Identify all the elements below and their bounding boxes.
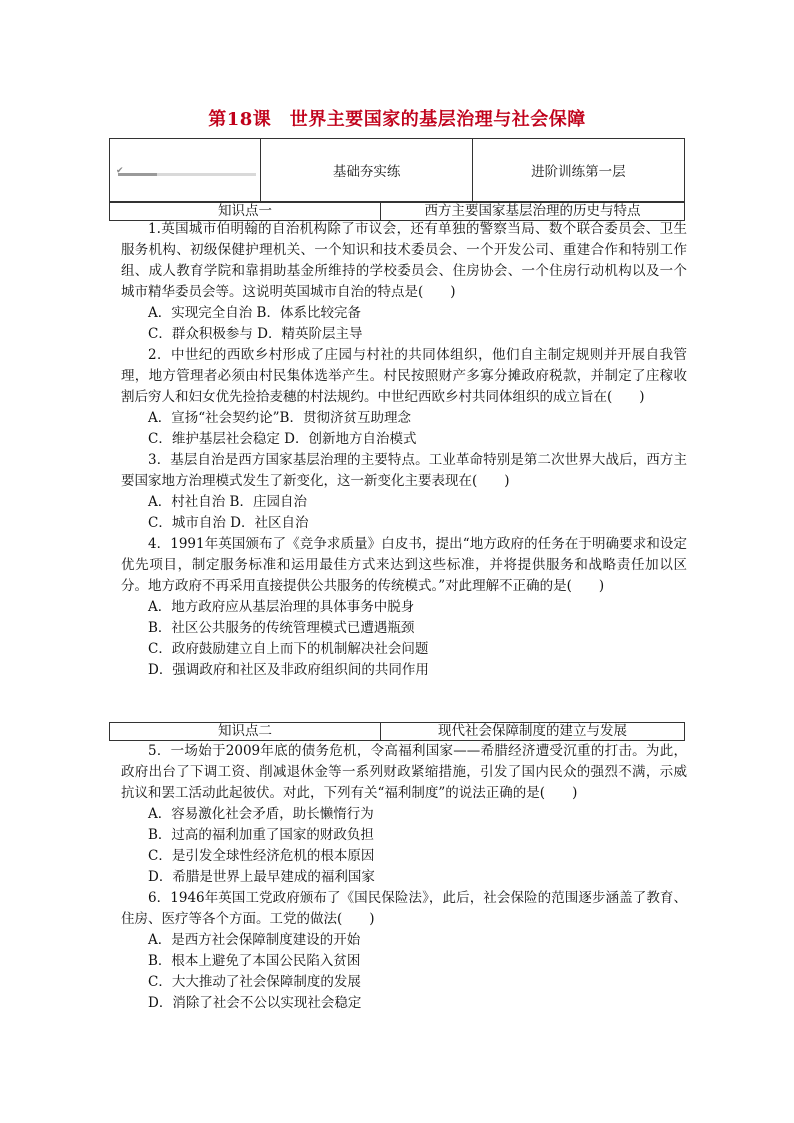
progress-fill — [118, 173, 157, 176]
question-2-stem: 2．中世纪的西欧乡村形成了庄园与村社的共同体组织，他们自主制定规则并开展自我管理，地方管理者必须由村民集体选举产生。村民按照财产多寡分摊政府税款，并制定了庄稼收割后穷人和妇女优先捡拾麦穗的村法规约。中世纪西欧乡村共同体组织的成立旨在( ) — [121, 347, 687, 405]
question-1-options-ab: A．实现完全自治 B．体系比较完备 — [148, 305, 361, 321]
question-5-option-b: B．过高的福利加重了国家的财政负担 — [148, 827, 374, 843]
question-4-option-c: C．政府鼓励建立自上而下的机制解决社会问题 — [148, 641, 429, 657]
tab-advanced-training: 进阶训练第一层 — [531, 164, 626, 180]
tab-basic-practice: 基础夯实练 — [261, 139, 472, 201]
question-5-stem: 5．一场始于2009年底的债务危机，令高福利国家——希腊经济遭受沉重的打击。为此，政府出台了下调工资、削减退休金等一系列财政紧缩措施，引发了国内民众的强烈不满，示威抗议和罢工活动此起彼伏。对此，下列有关“福利制度”的说法正确的是( ) — [121, 743, 687, 801]
header-table — [109, 138, 685, 202]
question-5-option-c: C．是引发全球性经济危机的根本原因 — [148, 848, 375, 864]
question-3-options-cd: C．城市自治 D．社区自治 — [148, 515, 309, 531]
knowledge-point-label: 知识点二 — [110, 723, 381, 740]
question-5-option-d: D．希腊是世界上最早建成的福利国家 — [148, 869, 375, 885]
knowledge-point-2-header — [109, 722, 685, 741]
question-6-option-a: A．是西方社会保障制度建设的开始 — [148, 932, 361, 948]
question-5-option-a: A．容易激化社会矛盾，助长懒惰行为 — [148, 806, 374, 822]
question-6-option-d: D．消除了社会不公以实现社会稳定 — [148, 995, 362, 1011]
progress-bar — [116, 166, 256, 176]
question-4-option-a: A．地方政府应从基层治理的具体事务中脱身 — [148, 599, 415, 615]
question-2-options-ab: A．宣扬“社会契约论”B．贯彻济贫互助理念 — [148, 410, 411, 426]
question-6-stem: 6．1946年英国工党政府颁布了《国民保险法》，此后，社会保险的范围逐步涵盖了教育、住房、医疗等各个方面。工党的做法( ) — [121, 890, 687, 927]
knowledge-point-topic: 现代社会保障制度的建立与发展 — [438, 723, 627, 739]
question-1-options-cd: C．群众积极参与 D．精英阶层主导 — [148, 326, 363, 342]
question-4-stem: 4．1991年英国颁布了《竞争求质量》白皮书，提出“地方政府的任务在于明确要求和设定优先项目，制定服务标准和运用最佳方式来达到这些标准，并将提供服务和战略责任加以区分。地方政府不再采用直接提供公共服务的传统模式。”对此理解不正确的是( ) — [121, 536, 687, 594]
knowledge-point-topic: 西方主要国家基层治理的历史与特点 — [424, 203, 641, 219]
knowledge-point-label: 知识点一 — [110, 203, 381, 220]
question-6-option-c: C．大大推动了社会保障制度的发展 — [148, 974, 361, 990]
question-3-stem: 3．基层自治是西方国家基层治理的主要特点。工业革命特别是第二次世界大战后，西方主要国家地方治理模式发生了新变化，这一新变化主要表现在( ) — [121, 452, 687, 489]
question-2-options-cd: C．维护基层社会稳定 D．创新地方自治模式 — [148, 431, 417, 447]
section-2-questions — [121, 741, 687, 1014]
question-4-option-d: D．强调政府和社区及非政府组织间的共同作用 — [148, 662, 429, 678]
progress-cell — [110, 139, 261, 201]
question-1-stem: 1.英国城市伯明翰的自治机构除了市议会，还有单独的警察当局、数个联合委员会、卫生服务机构、初级保健护理机关、一个知识和技术委员会、一个开发公司、重建合作和特别工作组、成人教育学院和靠捐助基金所维持的学校委员会、住房协会、一个住房行动机构以及一个城市精华委员会等。这说明英国城市自治的特点是( ) — [121, 221, 687, 300]
page-title: 第18课 世界主要国家的基层治理与社会保障 — [208, 109, 586, 130]
question-6-option-b: B．根本上避免了本国公民陷入贫困 — [148, 953, 361, 969]
question-4-option-b: B．社区公共服务的传统管理模式已遭遇瓶颈 — [148, 620, 415, 636]
check-icon: ✔ — [116, 166, 124, 176]
section-1-questions — [121, 219, 687, 681]
question-3-options-ab: A．村社自治 B．庄园自治 — [148, 494, 307, 510]
